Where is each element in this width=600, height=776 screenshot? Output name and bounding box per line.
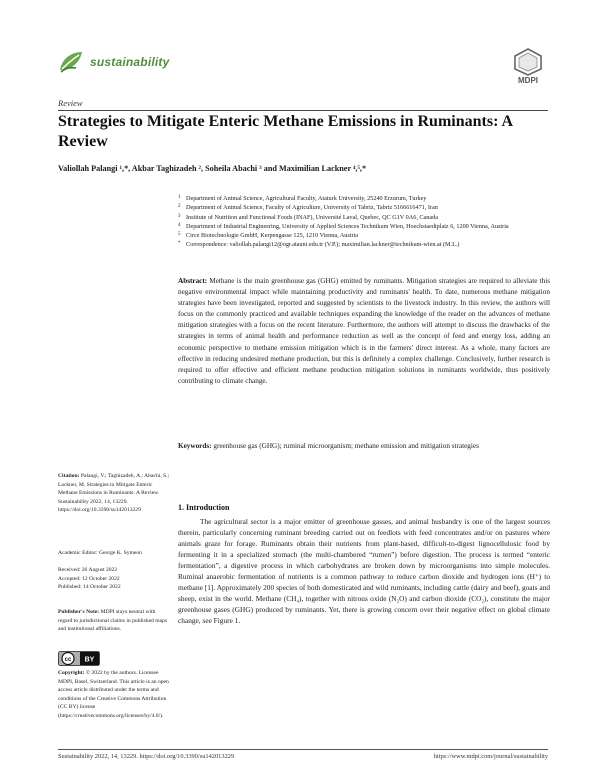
svg-text:cc: cc: [64, 656, 72, 663]
academic-editor: Academic Editor: George K. Symeon: [58, 550, 142, 556]
publisher-note-label: Publisher's Note:: [58, 609, 100, 615]
publisher-note: [58, 608, 170, 634]
affiliations: [178, 194, 550, 250]
citation-text[interactable]: Palangi, V.; Taghizadeh, A.; Abachi, S.; Lackner, M. Strategies to Mitigate Enteric Methane Emissions in Ruminants: A Review. Sustainability 2022, 14, 13229. https://doi.org/10.3390/su142013229: [58, 473, 170, 514]
author-list: Valiollah Palangi ¹,*, Akbar Taghizadeh ², Soheila Abachi ³ and Maximilian Lackner ⁴,⁵,*: [58, 164, 367, 173]
section-heading-introduction: 1. Introduction: [178, 503, 230, 512]
affiliation-item: 3 Institute of Nutrition and Functional Foods (INAF), Université Laval, Quebec, QC G1V 0A6, Canada: [178, 213, 438, 221]
publication-dates: [58, 566, 170, 592]
affiliation-item: 4 Department of Industrial Engineering, University of Applied Sciences Technikum Wien, Hoechstaedtplatz 6, 1200 Vienna, Austria: [178, 222, 509, 230]
publisher-note-text: MDPI stays neutral with regard to jurisdictional claims in published maps and institutional affiliations.: [58, 609, 168, 633]
footer-citation[interactable]: Sustainability 2022, 14, 13229. https://doi.org/10.3390/su142013229: [58, 753, 235, 760]
introduction-paragraph: [178, 516, 550, 626]
abstract: [178, 276, 550, 387]
keywords-text: greenhouse gas (GHG); ruminal microorganism; methane emission and mitigation strategies: [213, 442, 479, 450]
correspondence: * Correspondence: valiollah.palangi12@ogr.atauni.edu.tr (V.P.); maximilian.lackner@technikum-wien.at (M.L.): [178, 241, 460, 249]
abstract-text: Methane is the main greenhouse gas (GHG) emitted by ruminants. Mitigation strategies are required to alleviate this negative environmental impact while maintaining productivity and ruminants' health. To date, numerous methane mitigation strategies have been investigated, reported and suggested by scientists to the livestock industry. In this review, the authors will focus on the commonly practiced and available techniques expanding the knowledge of the reader on the advances of methane mitigation strategies with a focus on the recent literature. Furthermore, the authors will attempt to discuss the drawbacks of the strategies in terms of animal health and performance reduction as well as the concept of feed and energy loss, adding an economic perspective to methane emission mitigation which is in the farmers' direct interest. As a whole, many factors are effective in reducing undesired methane production, but this is definitely a complex challenge. Conclusively, further research is required to offer effective and efficient methane production mitigation solutions in ruminants worldwide, thus positively contributing to climate change.: [178, 277, 551, 385]
keywords-label: Keywords:: [178, 442, 212, 450]
copyright-text: © 2022 by the authors. Licensee MDPI, Basel, Switzerland. This article is an open access article distributed under the terms and conditions of the Creative Commons Attribution (CC BY) license (https://creativecommons.org/licenses/by/4.0/).: [58, 670, 169, 719]
header-divider: [58, 110, 548, 111]
footer-journal-url[interactable]: https://www.mdpi.com/journal/sustainability: [433, 753, 548, 760]
mdpi-logo-icon: [513, 48, 543, 76]
citation-block: [58, 472, 170, 515]
journal-name: sustainability: [90, 55, 170, 69]
accepted-date: Accepted: 12 October 2022: [58, 575, 120, 582]
copyright-label: Copyright:: [58, 670, 85, 676]
keywords: [178, 441, 550, 452]
article-type: Review: [58, 98, 83, 108]
cc-by-license-icon[interactable]: [58, 651, 100, 666]
mdpi-logo-text: MDPI: [518, 76, 538, 85]
received-date: Received: 26 August 2022: [58, 567, 118, 573]
published-date: Published: 14 October 2022: [58, 584, 121, 591]
paper-title: Strategies to Mitigate Enteric Methane Emissions in Ruminants: A Review: [58, 113, 513, 150]
copyright-block: [58, 669, 170, 721]
introduction-text: The agricultural sector is a major emitter of greenhouse gasses, and animal husbandry is one of the largest sources therein, particularly concerning ruminant breeding carried out on feedlots with feed concentrates and/or on pastures where animals graze for forage. Ruminants obtain their nutrients from plant-based, difficult-to-digest lignocellulosic food by fermenting it in a specialized stomach (the multi-chambered “rumen”) before digestion. The process is termed “enteric fermentation”, a digestive process in which carbohydrates are broken down by microorganisms into simple molecules. Ruminal anaerobic fermentation of nutrients is a common pathway to reduce carbon dioxide and hydrogen ions (H⁺) to methane [1]. Approximately 200 species of both domesticated and wild ruminants, including cattle (dairy and beef), goats and sheep, exist in the world. Methane (CH₄), together with nitrous oxide (N₂O) and carbon dioxide (CO₂), constitute the major greenhouse gases (GHG) produced by ruminants. Yet, there is growing concern over their negative effect on global climate change, see Figure 1.: [178, 517, 550, 626]
footer-divider: [58, 749, 548, 750]
sustainability-leaf-icon: [58, 50, 84, 74]
abstract-label: Abstract:: [178, 277, 208, 285]
affiliation-item: 1 Department of Animal Science, Agricultural Faculty, Ataturk University, 25240 Erzurum, Turkey: [178, 195, 427, 202]
affiliation-item: 2 Department of Animal Science, Faculty of Agriculture, University of Tabriz, Tabriz 5166616471, Iran: [178, 204, 438, 212]
affiliation-item: 5 Circe Biotechnologie GmbH, Kerpengasse 125, 1210 Vienna, Austria: [178, 232, 359, 240]
svg-text:BY: BY: [84, 656, 95, 664]
citation-label: Citation:: [58, 473, 80, 479]
